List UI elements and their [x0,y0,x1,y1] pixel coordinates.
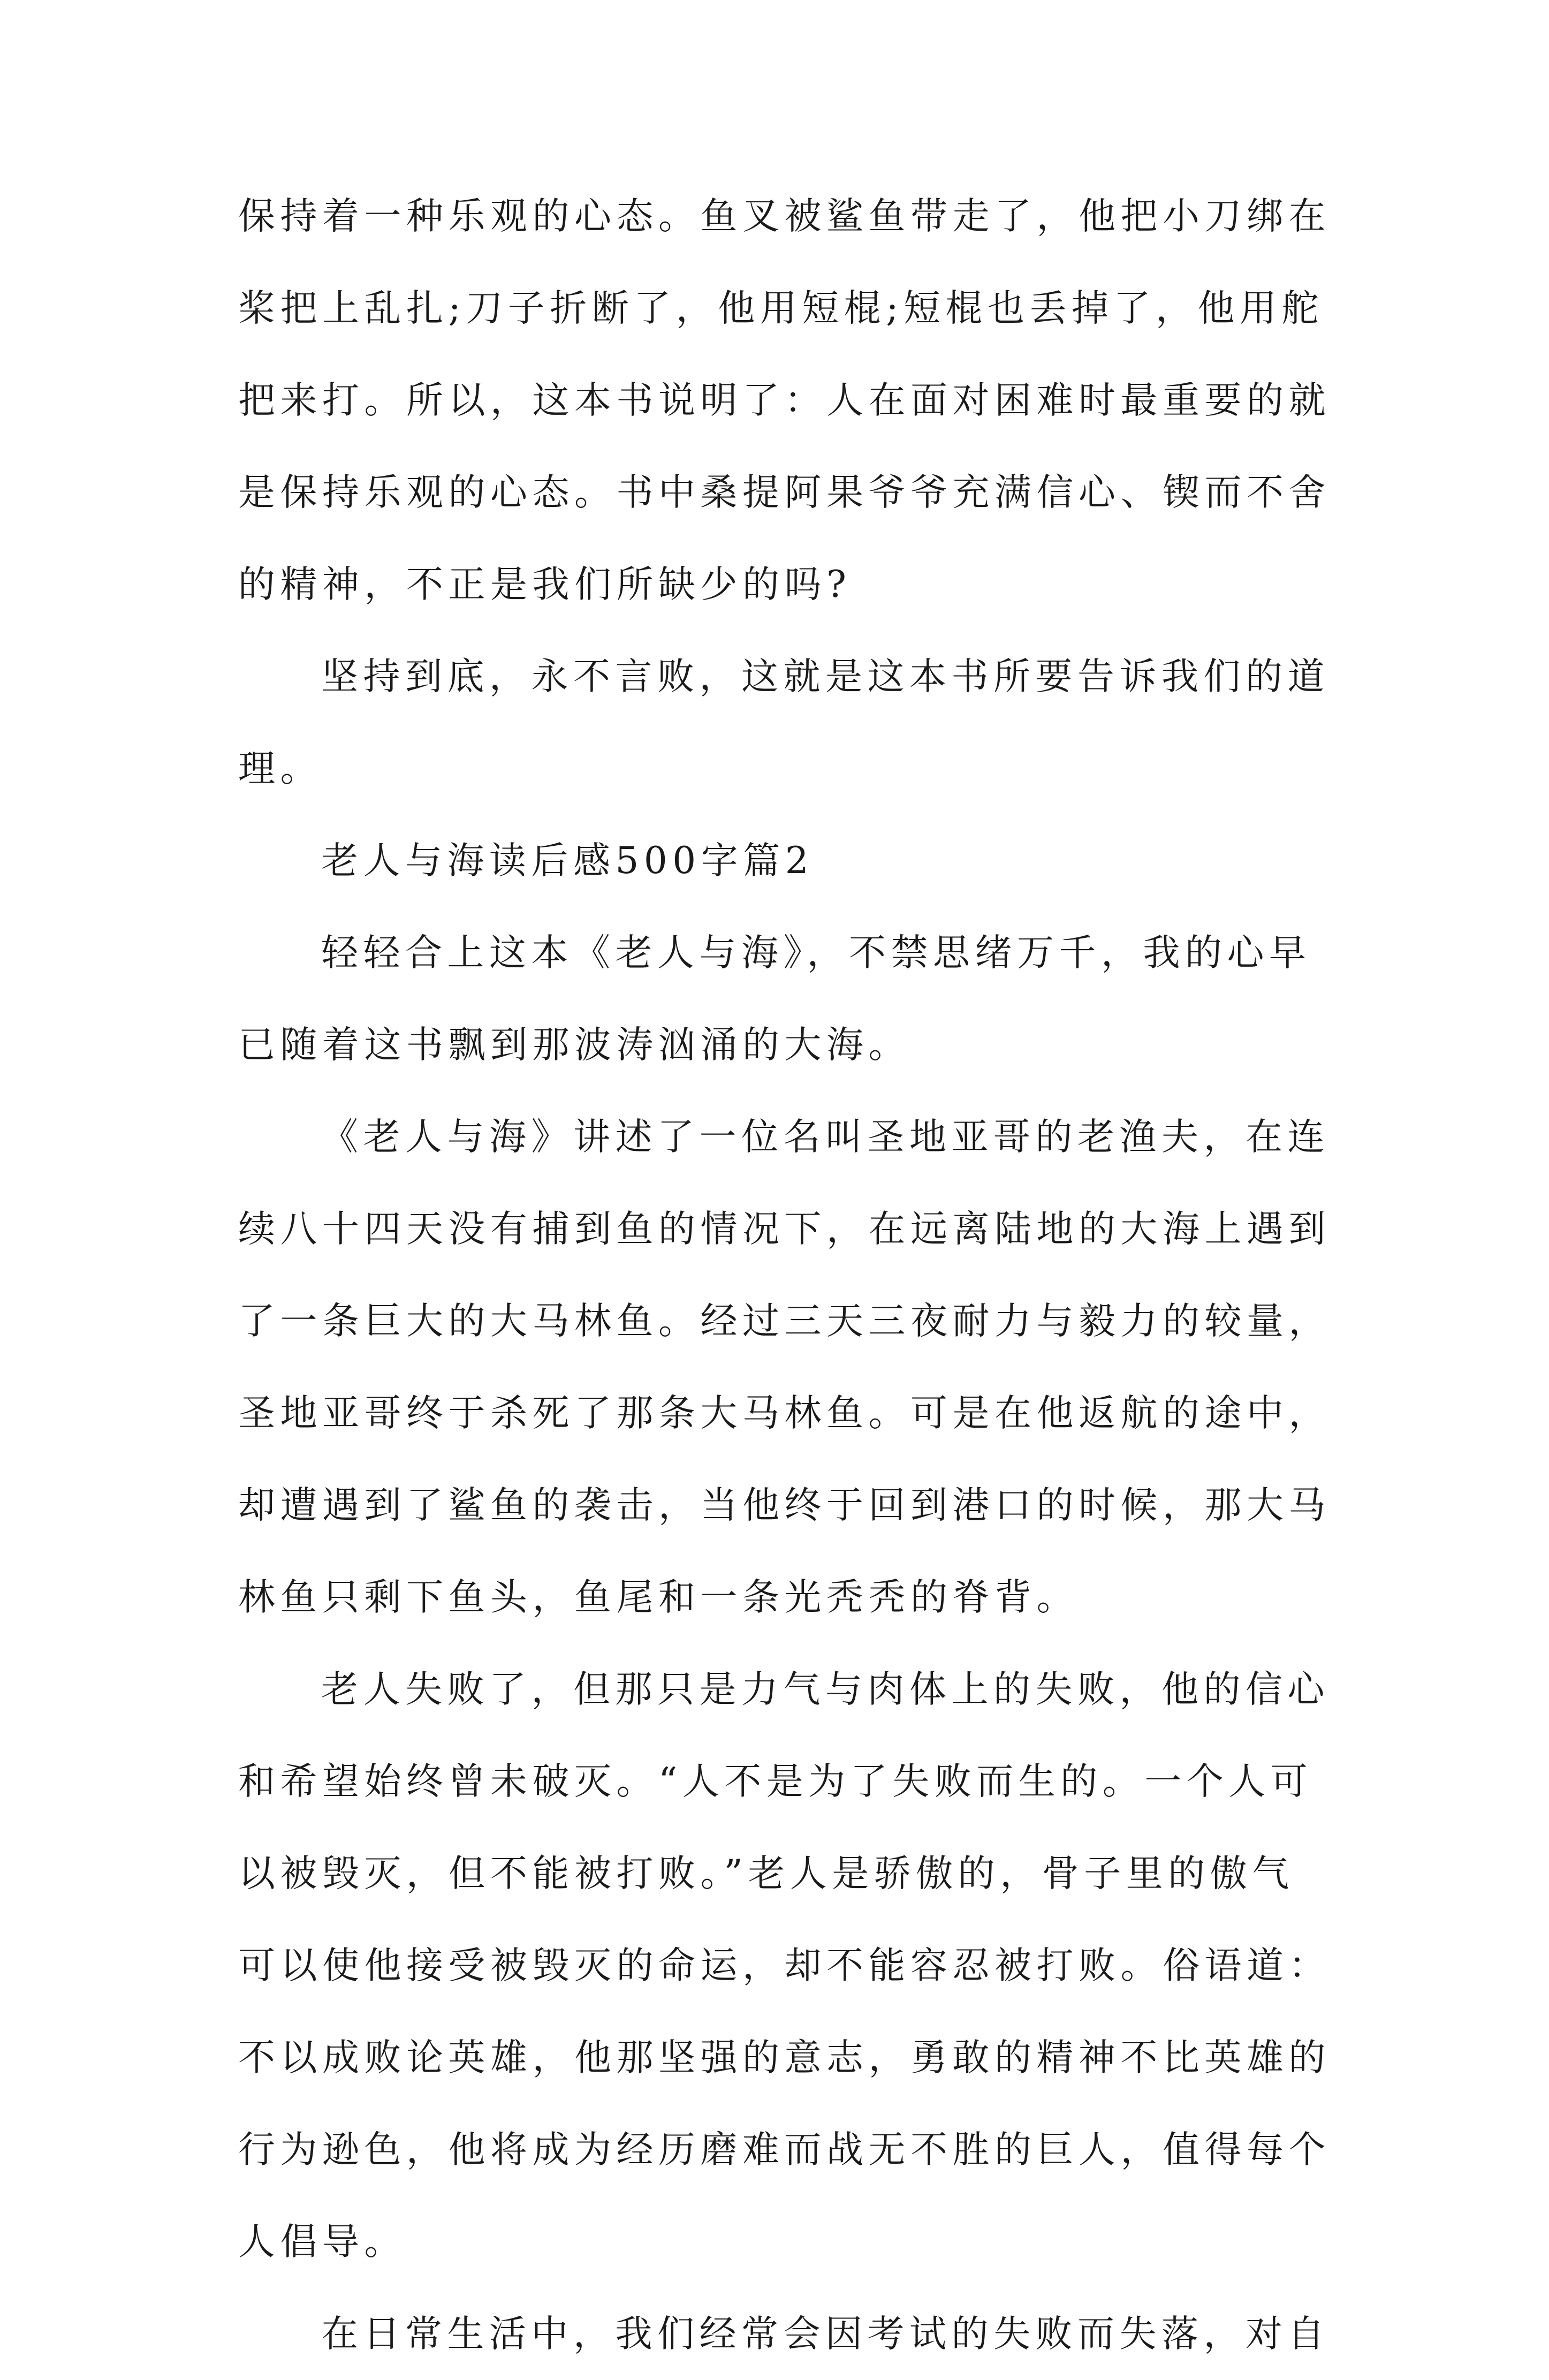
text-line: 是保持乐观的心态。书中桑提阿果爷爷充满信心、锲而不舍 [238,471,1331,514]
text-line: 理。 [238,747,322,790]
text-line: 林鱼只剩下鱼头，鱼尾和一条光秃秃的脊背。 [238,1576,1079,1619]
text-line: 却遭遇到了鲨鱼的袭击，当他终于回到港口的时候，那大马 [238,1484,1331,1527]
text-line: 把来打。所以，这本书说明了：人在面对困难时最重要的就 [238,379,1331,422]
text-line: 已随着这书飘到那波涛汹涌的大海。 [238,1024,910,1066]
paragraph-first-line: 《老人与海》讲述了一位名叫圣地亚哥的老渔夫，在连 [321,1116,1330,1158]
section-heading: 老人与海读后感500字篇2 [321,839,814,882]
text-line: 了一条巨大的大马林鱼。经过三天三夜耐力与毅力的较量， [238,1300,1331,1343]
text-line: 可以使他接受被毁灭的命运，却不能容忍被打败。俗语道： [238,1944,1331,1987]
text-line: 圣地亚哥终于杀死了那条大马林鱼。可是在他返航的途中， [238,1392,1331,1435]
body-text [238,170,1331,2380]
text-line: 和希望始终曾未破灭。“人不是为了失败而生的。一个人可 [238,1760,1313,1803]
paragraph-first-line: 坚持到底，永不言败，这就是这本书所要告诉我们的道 [321,655,1330,698]
text-line: 不以成败论英雄，他那坚强的意志，勇敢的精神不比英雄的 [238,2036,1331,2079]
text-line: 续八十四天没有捕到鱼的情况下，在远离陆地的大海上遇到 [238,1208,1331,1250]
paragraph-first-line: 轻轻合上这本《老人与海》，不禁思绪万千，我的心早 [321,931,1311,974]
text-line: 桨把上乱扎;刀子折断了，他用短棍;短棍也丢掉了，他用舵 [238,287,1324,330]
paragraph-first-line: 在日常生活中，我们经常会因考试的失败而失落，对自 [321,2313,1330,2355]
paragraph-first-line: 老人失败了，但那只是力气与肉体上的失败，他的信心 [321,1668,1330,1711]
text-line: 以被毁灭，但不能被打败。”老人是骄傲的，骨子里的傲气 [238,1852,1294,1895]
text-line: 行为逊色，他将成为经历磨难而战无不胜的巨人，值得每个 [238,2128,1331,2171]
text-line: 的精神，不正是我们所缺少的吗? [238,563,852,606]
text-line: 保持着一种乐观的心态。鱼叉被鲨鱼带走了，他把小刀绑在 [238,195,1331,238]
text-line: 人倡导。 [238,2220,406,2263]
